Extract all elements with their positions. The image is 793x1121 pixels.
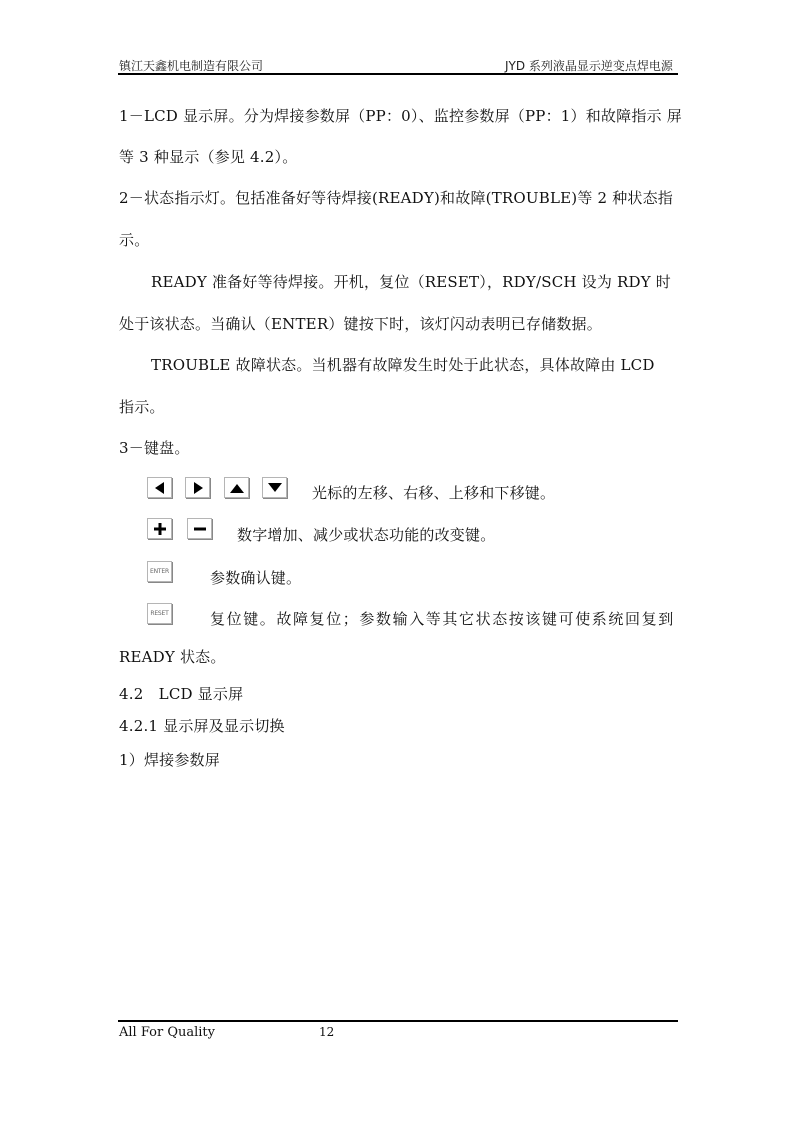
ready-line2: 处于该状态。当确认（ENTER）键按下时，该灯闪动表明已存储数据。: [119, 315, 602, 333]
arrow-keys-desc: 光标的左移、右移、上移和下移键。: [312, 484, 556, 502]
right-arrow-key: [185, 477, 210, 498]
footer-slogan: All For Quality: [119, 1025, 215, 1040]
minus-key: [187, 518, 212, 539]
trouble-line2: 指示。: [119, 398, 165, 416]
item2-line2: 示。: [119, 231, 150, 249]
reset-desc-line2: READY 状态。: [119, 648, 226, 666]
reset-desc-line1: 复位键。故障复位；参数输入等其它状态按该键可使系统回复到: [210, 610, 675, 628]
plus-icon: [153, 522, 167, 536]
enter-key: ENTER: [147, 561, 172, 582]
ready-line1: READY 准备好等待焊接。开机，复位（RESET），RDY/SCH 设为 RDY 时: [151, 273, 671, 291]
item1-line1: 1－LCD 显示屏。分为焊接参数屏（PP：0）、监控参数屏（PP：1）和故障指示 屏: [119, 107, 682, 125]
enter-desc: 参数确认键。: [210, 569, 302, 587]
item3-keyboard: 3－键盘。: [119, 439, 190, 457]
plus-key: [147, 518, 172, 539]
section-heading-4-2: 4.2 LCD 显示屏: [119, 685, 244, 703]
section-heading-4-2-1: 4.2.1 显示屏及显示切换: [119, 717, 285, 735]
down-arrow-key: [262, 477, 287, 498]
right-arrow-icon: [191, 481, 205, 495]
up-arrow-key: [224, 477, 249, 498]
left-arrow-icon: [153, 481, 167, 495]
down-arrow-icon: [267, 482, 283, 494]
reset-key: RESET: [147, 603, 172, 624]
item1-line2: 等 3 种显示（参见 4.2）。: [119, 148, 298, 166]
item2-line1: 2－状态指示灯。包括准备好等待焊接(READY)和故障(TROUBLE)等 2 种状态指: [119, 189, 674, 207]
subsection-welding-params: 1）焊接参数屏: [119, 751, 220, 769]
minus-icon: [193, 522, 207, 536]
left-arrow-key: [147, 477, 172, 498]
plusminus-desc: 数字增加、减少或状态功能的改变键。: [237, 526, 496, 544]
footer-rule: [118, 1020, 678, 1022]
header-product: JYD 系列液晶显示逆变点焊电源: [505, 59, 673, 73]
trouble-line1: TROUBLE 故障状态。当机器有故障发生时处于此状态，具体故障由 LCD: [151, 356, 655, 374]
header-company: 镇江天鑫机电制造有限公司: [119, 59, 264, 73]
page-number: 12: [319, 1025, 335, 1039]
up-arrow-icon: [229, 482, 245, 494]
header-rule: [118, 73, 678, 75]
